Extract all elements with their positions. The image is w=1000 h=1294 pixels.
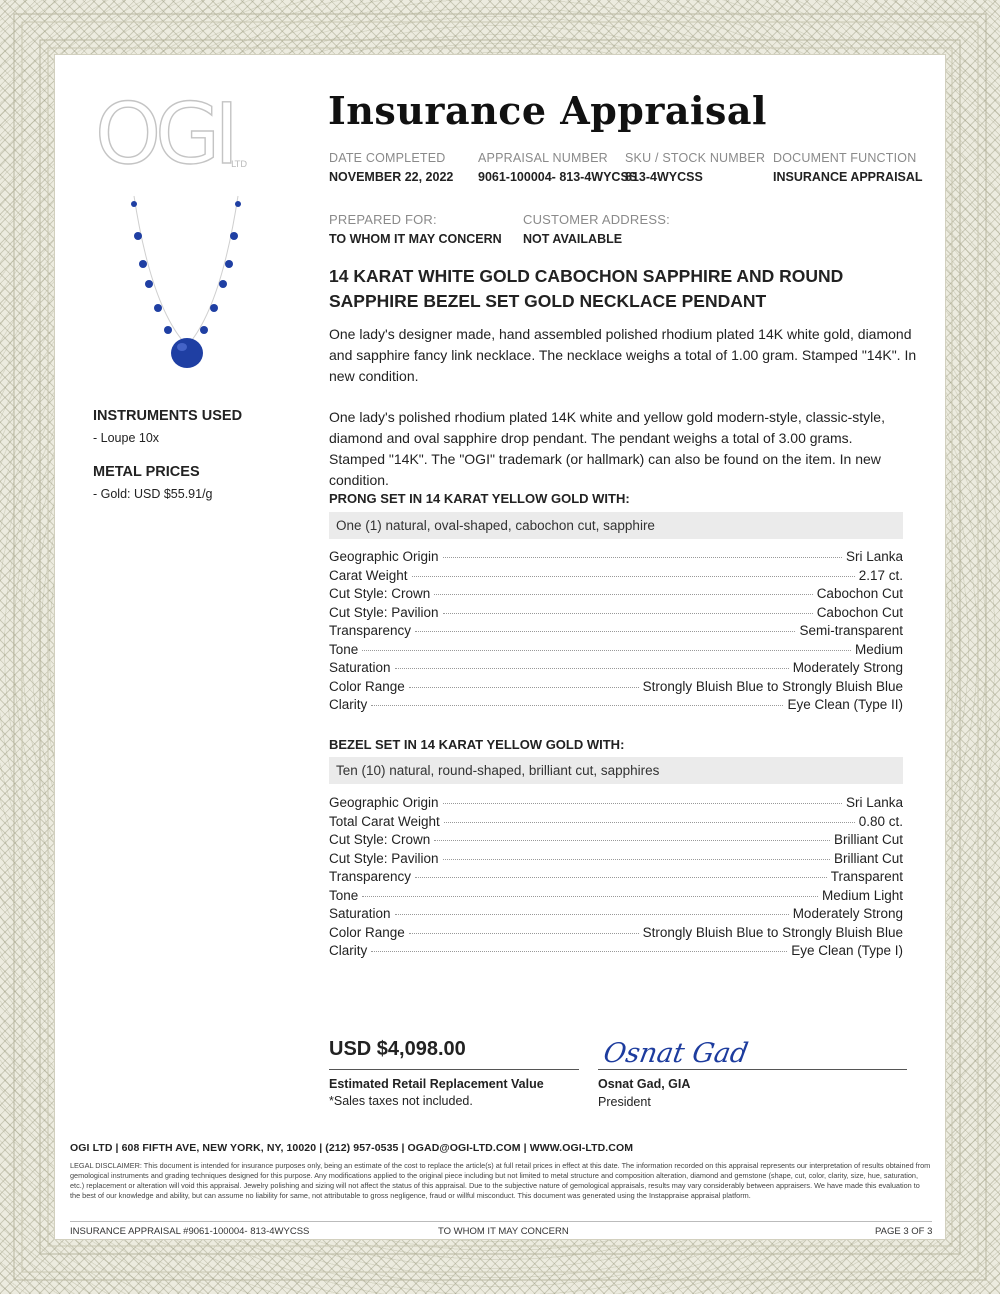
spec-value: Eye Clean (Type I) bbox=[791, 943, 903, 958]
spec-key: Carat Weight bbox=[329, 567, 408, 583]
spec-key: Geographic Origin bbox=[329, 795, 439, 810]
metal-prices-heading: METAL PRICES bbox=[93, 464, 200, 480]
signature-text: Osnat Gad bbox=[601, 1038, 751, 1069]
field-label: DATE COMPLETED bbox=[329, 151, 446, 165]
item-title bbox=[329, 264, 929, 314]
logo-text: OGI bbox=[95, 95, 233, 175]
field-label: SKU / STOCK NUMBER bbox=[625, 151, 766, 165]
spec-value: Sri Lanka bbox=[845, 549, 903, 564]
spec-value: Brilliant Cut bbox=[833, 832, 903, 847]
spec-value: Moderately Strong bbox=[792, 660, 903, 675]
spec-key: Color Range bbox=[329, 924, 405, 940]
customer-address bbox=[523, 212, 670, 246]
spec-value: Transparent bbox=[830, 869, 903, 884]
field-value: 813-4WYCSS bbox=[625, 170, 703, 184]
spec-row bbox=[329, 869, 903, 888]
spec-key: Cut Style: Crown bbox=[329, 586, 431, 601]
field-value: 9061-100004- 813-4WYCSS bbox=[478, 170, 638, 184]
spec-key: Tone bbox=[329, 887, 359, 903]
spec-key: Cut Style: Pavilion bbox=[329, 850, 439, 866]
field-label: APPRAISAL NUMBER bbox=[478, 151, 608, 165]
spec-key: Clarity bbox=[329, 697, 368, 712]
spec-key: Geographic Origin bbox=[329, 549, 439, 564]
spec-row bbox=[329, 623, 903, 642]
spec-value: Strongly Bluish Blue to Strongly Bluish Blue bbox=[642, 678, 903, 694]
spec-value: 2.17 ct. bbox=[858, 567, 903, 583]
prong-set-description: One (1) natural, oval-shaped, cabochon cut, sapphire bbox=[329, 512, 903, 539]
item-title-line: SAPPHIRE BEZEL SET GOLD NECKLACE PENDANT bbox=[329, 291, 767, 311]
spec-row bbox=[329, 795, 903, 814]
necklace-description: One lady's designer made, hand assembled polished rhodium plated 14K white gold, diamond and sapphire fancy link necklace. The necklace weighs a total of 1.00 gram. Stamped "14K". In new condition. bbox=[329, 326, 917, 384]
bezel-set-description: Ten (10) natural, round-shaped, brilliant cut, sapphires bbox=[329, 757, 903, 784]
field-value: NOT AVAILABLE bbox=[523, 232, 623, 246]
spec-row bbox=[329, 660, 903, 679]
spec-key: Total Carat Weight bbox=[329, 813, 440, 829]
spec-key: Cut Style: Pavilion bbox=[329, 604, 439, 620]
spec-row bbox=[329, 943, 903, 962]
instruments-value: - Loupe 10x bbox=[93, 431, 160, 445]
spec-value: Cabochon Cut bbox=[816, 586, 903, 601]
spec-row bbox=[329, 697, 903, 716]
spec-row bbox=[329, 586, 903, 605]
header-sku bbox=[625, 151, 765, 184]
footer-appraisal-ref: INSURANCE APPRAISAL #9061-100004- 813-4WYCSS bbox=[70, 1226, 310, 1237]
spec-key: Color Range bbox=[329, 678, 405, 694]
instruments-heading: INSTRUMENTS USED bbox=[93, 408, 243, 424]
spec-row bbox=[329, 851, 903, 870]
spec-row bbox=[329, 814, 903, 833]
footer-page-number: PAGE 3 OF 3 bbox=[875, 1226, 933, 1237]
legal-disclaimer: LEGAL DISCLAIMER: This document is intended for insurance purposes only, being an estimate of the cost to replace the article(s) at full retail prices in effect at this date. The information recorded on this appraisal represents our interpretation of results obtained from gemological instruments and grading techniques designed for this purpose. Any modifications applied to the original piece including but not limited to metal structure and composition alteration, diamond and gemstone (shape, cut, color, clarity, size, hue, saturation, etc.) replacement or alteration will void this appraisal. Jewelry polishing and sizing will not affect the status of this appraisal. Due to the subjective nature of gemological appraisals, results may vary considerably between appraisers. We have made this evaluation to the best of our knowledge and ability, but can assume no liability for same, not attributable to gross negligence, fraud or willful misconduct. This document was generated using the Instappraise appraisal platform. bbox=[70, 1161, 931, 1200]
spec-row bbox=[329, 568, 903, 587]
spec-key: Transparency bbox=[329, 623, 412, 638]
spec-row bbox=[329, 925, 903, 944]
field-value: INSURANCE APPRAISAL bbox=[773, 170, 923, 184]
spec-value: Medium bbox=[854, 641, 903, 657]
header-date-completed bbox=[329, 151, 453, 184]
header-appraisal-number bbox=[478, 151, 637, 184]
instruments-section bbox=[93, 408, 242, 445]
spec-value: Semi-transparent bbox=[799, 623, 903, 638]
value-label: Estimated Retail Replacement Value bbox=[329, 1077, 544, 1091]
field-value: NOVEMBER 22, 2022 bbox=[329, 170, 454, 184]
signer-title: President bbox=[598, 1095, 651, 1109]
spec-value: Moderately Strong bbox=[792, 906, 903, 921]
spec-row bbox=[329, 906, 903, 925]
necklace-image bbox=[110, 190, 270, 385]
ogi-logo bbox=[95, 95, 255, 175]
spec-row bbox=[329, 832, 903, 851]
spec-value: Brilliant Cut bbox=[833, 850, 903, 866]
spec-value: Medium Light bbox=[821, 887, 903, 903]
bezel-set-specs bbox=[329, 795, 903, 962]
spec-key: Saturation bbox=[329, 660, 391, 675]
spec-row bbox=[329, 549, 903, 568]
metal-prices-section bbox=[93, 464, 213, 501]
page-title: Insurance Appraisal bbox=[328, 88, 767, 133]
spec-value: Strongly Bluish Blue to Strongly Bluish Blue bbox=[642, 924, 903, 940]
appraised-value: USD $4,098.00 bbox=[329, 1038, 466, 1060]
spec-value: Sri Lanka bbox=[845, 795, 903, 810]
metal-prices-value: - Gold: USD $55.91/g bbox=[93, 487, 213, 501]
footer-recipient: TO WHOM IT MAY CONCERN bbox=[438, 1226, 569, 1237]
spec-key: Tone bbox=[329, 641, 359, 657]
prong-set-specs bbox=[329, 549, 903, 716]
spec-value: Cabochon Cut bbox=[816, 604, 903, 620]
logo-sub: LTD bbox=[231, 160, 248, 170]
header-document-function bbox=[773, 151, 923, 184]
spec-row bbox=[329, 642, 903, 661]
spec-key: Cut Style: Crown bbox=[329, 832, 431, 847]
value-divider bbox=[329, 1069, 579, 1070]
spec-key: Clarity bbox=[329, 943, 368, 958]
pendant-description: One lady's polished rhodium plated 14K white and yellow gold modern-style, classic-style, diamond and oval sapphire drop pendant. The pendant weighs a total of 3.00 grams. Stamped "14K". The "OGI" trademark (or hallmark) can also be found on the item. In new condition. bbox=[329, 409, 885, 488]
field-label: DOCUMENT FUNCTION bbox=[773, 151, 917, 165]
prepared-for bbox=[329, 212, 502, 246]
field-label: PREPARED FOR: bbox=[329, 212, 437, 227]
company-address: OGI LTD | 608 FIFTH AVE, NEW YORK, NY, 10020 | (212) 957-0535 | OGAD@OGI-LTD.COM | WWW.OGI-LTD.COM bbox=[70, 1142, 634, 1154]
spec-key: Transparency bbox=[329, 869, 412, 884]
item-title-line: 14 KARAT WHITE GOLD CABOCHON SAPPHIRE AND ROUND bbox=[329, 266, 844, 286]
bezel-set-heading: BEZEL SET IN 14 KARAT YELLOW GOLD WITH: bbox=[329, 737, 625, 752]
prong-set-heading: PRONG SET IN 14 KARAT YELLOW GOLD WITH: bbox=[329, 491, 630, 506]
tax-note: *Sales taxes not included. bbox=[329, 1094, 473, 1108]
spec-value: Eye Clean (Type II) bbox=[787, 697, 903, 712]
signature-divider bbox=[598, 1069, 907, 1070]
spec-row bbox=[329, 888, 903, 907]
signature bbox=[598, 1030, 818, 1070]
spec-key: Saturation bbox=[329, 906, 391, 921]
footer-divider bbox=[70, 1221, 932, 1222]
spec-value: 0.80 ct. bbox=[858, 813, 903, 829]
spec-row bbox=[329, 679, 903, 698]
spec-row bbox=[329, 605, 903, 624]
field-label: CUSTOMER ADDRESS: bbox=[523, 212, 670, 227]
field-value: TO WHOM IT MAY CONCERN bbox=[329, 232, 502, 246]
signer-name: Osnat Gad, GIA bbox=[598, 1077, 691, 1091]
